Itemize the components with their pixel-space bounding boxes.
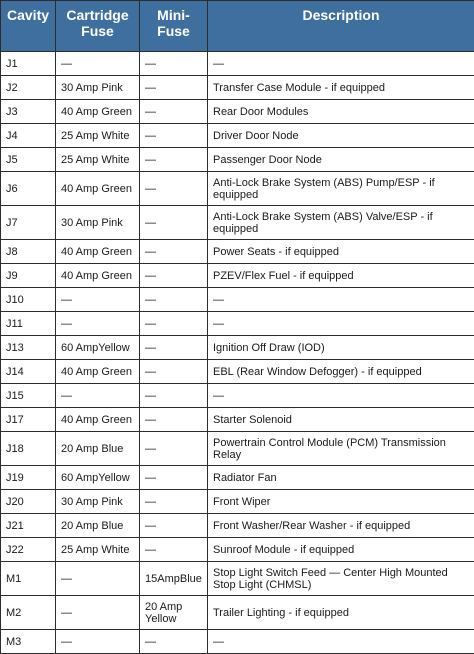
table-row — [1, 148, 474, 172]
cartridge-cell: 40 Amp Green — [56, 408, 140, 432]
cavity-cell: J2 — [1, 76, 56, 100]
cartridge-cell: 60 AmpYellow — [56, 466, 140, 490]
description-cell: Stop Light Switch Feed — Center High Mounted Stop Light (CHMSL) — [208, 562, 474, 596]
mini-fuse-cell: — — [140, 466, 208, 490]
table-row — [1, 466, 474, 490]
description-cell: Rear Door Modules — [208, 100, 474, 124]
header-description-label: Description — [302, 7, 379, 23]
header-mini-line1: Mini- — [144, 7, 203, 23]
cavity-cell: J20 — [1, 490, 56, 514]
mini-fuse-cell: — — [140, 630, 208, 654]
cartridge-cell: 40 Amp Green — [56, 240, 140, 264]
header-cartridge-line1: Cartridge — [60, 7, 135, 23]
header-description — [208, 1, 474, 52]
cavity-cell: J4 — [1, 124, 56, 148]
description-cell: — — [208, 288, 474, 312]
description-cell: Anti-Lock Brake System (ABS) Valve/ESP - if equipped — [208, 206, 474, 240]
description-cell: Ignition Off Draw (IOD) — [208, 336, 474, 360]
cavity-cell: J10 — [1, 288, 56, 312]
mini-fuse-cell: — — [140, 360, 208, 384]
table-row — [1, 538, 474, 562]
mini-fuse-cell: 15AmpBlue — [140, 562, 208, 596]
description-cell: EBL (Rear Window Defogger) - if equipped — [208, 360, 474, 384]
header-cartridge-line2: Fuse — [60, 23, 135, 39]
header-cavity — [1, 1, 56, 52]
description-cell: — — [208, 630, 474, 654]
mini-fuse-cell: — — [140, 76, 208, 100]
cavity-cell: J6 — [1, 172, 56, 206]
mini-fuse-cell: — — [140, 432, 208, 466]
mini-fuse-cell: — — [140, 288, 208, 312]
cavity-cell: J13 — [1, 336, 56, 360]
table-row — [1, 596, 474, 630]
mini-fuse-cell: — — [140, 336, 208, 360]
description-cell: PZEV/Flex Fuel - if equipped — [208, 264, 474, 288]
cavity-cell: J21 — [1, 514, 56, 538]
table-row — [1, 240, 474, 264]
cavity-cell: M1 — [1, 562, 56, 596]
description-cell: — — [208, 52, 474, 76]
cavity-cell: J18 — [1, 432, 56, 466]
mini-fuse-cell: — — [140, 52, 208, 76]
table-row — [1, 408, 474, 432]
table-row — [1, 514, 474, 538]
mini-fuse-cell: 20 Amp Yellow — [140, 596, 208, 630]
cavity-cell: J22 — [1, 538, 56, 562]
table-row — [1, 264, 474, 288]
mini-fuse-cell: — — [140, 312, 208, 336]
cartridge-cell: — — [56, 630, 140, 654]
description-cell: Starter Solenoid — [208, 408, 474, 432]
cavity-cell: J7 — [1, 206, 56, 240]
description-cell: Transfer Case Module - if equipped — [208, 76, 474, 100]
table-row — [1, 360, 474, 384]
table-row — [1, 336, 474, 360]
mini-fuse-cell: — — [140, 124, 208, 148]
table-row — [1, 100, 474, 124]
table-row — [1, 52, 474, 76]
cavity-cell: J8 — [1, 240, 56, 264]
description-cell: Driver Door Node — [208, 124, 474, 148]
cartridge-cell: 25 Amp White — [56, 124, 140, 148]
description-cell: Anti-Lock Brake System (ABS) Pump/ESP - if equipped — [208, 172, 474, 206]
cavity-cell: J11 — [1, 312, 56, 336]
cavity-cell: M2 — [1, 596, 56, 630]
mini-fuse-cell: — — [140, 148, 208, 172]
header-cartridge-fuse — [56, 1, 140, 52]
description-cell: Power Seats - if equipped — [208, 240, 474, 264]
table-row — [1, 206, 474, 240]
cavity-cell: J17 — [1, 408, 56, 432]
description-cell: Passenger Door Node — [208, 148, 474, 172]
mini-fuse-cell: — — [140, 408, 208, 432]
table-row — [1, 76, 474, 100]
cartridge-cell: — — [56, 384, 140, 408]
table-row — [1, 124, 474, 148]
cavity-cell: M3 — [1, 630, 56, 654]
cartridge-cell: 30 Amp Pink — [56, 206, 140, 240]
cavity-cell: J5 — [1, 148, 56, 172]
table-row — [1, 312, 474, 336]
table-row — [1, 172, 474, 206]
cartridge-cell: 40 Amp Green — [56, 100, 140, 124]
mini-fuse-cell: — — [140, 172, 208, 206]
table-row — [1, 288, 474, 312]
table-row — [1, 384, 474, 408]
cartridge-cell: — — [56, 52, 140, 76]
description-cell: Sunroof Module - if equipped — [208, 538, 474, 562]
cartridge-cell: 40 Amp Green — [56, 172, 140, 206]
mini-fuse-cell: — — [140, 538, 208, 562]
header-cavity-label: Cavity — [7, 7, 49, 23]
table-row — [1, 432, 474, 466]
description-cell: — — [208, 384, 474, 408]
cartridge-cell: 25 Amp White — [56, 148, 140, 172]
description-cell: — — [208, 312, 474, 336]
cartridge-cell: — — [56, 312, 140, 336]
cavity-cell: J14 — [1, 360, 56, 384]
table-row — [1, 490, 474, 514]
cartridge-cell: — — [56, 288, 140, 312]
header-mini-fuse — [140, 1, 208, 52]
description-cell: Powertrain Control Module (PCM) Transmission Relay — [208, 432, 474, 466]
cartridge-cell: — — [56, 562, 140, 596]
mini-fuse-cell: — — [140, 240, 208, 264]
cavity-cell: J1 — [1, 52, 56, 76]
cavity-cell: J19 — [1, 466, 56, 490]
mini-fuse-cell: — — [140, 100, 208, 124]
description-cell: Trailer Lighting - if equipped — [208, 596, 474, 630]
cavity-cell: J3 — [1, 100, 56, 124]
cartridge-cell: — — [56, 596, 140, 630]
description-cell: Front Washer/Rear Washer - if equipped — [208, 514, 474, 538]
cartridge-cell: 30 Amp Pink — [56, 490, 140, 514]
table-header-row — [1, 1, 474, 52]
cavity-cell: J9 — [1, 264, 56, 288]
cartridge-cell: 20 Amp Blue — [56, 432, 140, 466]
description-cell: Radiator Fan — [208, 466, 474, 490]
header-mini-line2: Fuse — [144, 23, 203, 39]
cavity-cell: J15 — [1, 384, 56, 408]
cartridge-cell: 30 Amp Pink — [56, 76, 140, 100]
cartridge-cell: 25 Amp White — [56, 538, 140, 562]
cartridge-cell: 40 Amp Green — [56, 360, 140, 384]
table-row — [1, 562, 474, 596]
description-cell: Front Wiper — [208, 490, 474, 514]
mini-fuse-cell: — — [140, 514, 208, 538]
mini-fuse-cell: — — [140, 264, 208, 288]
cartridge-cell: 40 Amp Green — [56, 264, 140, 288]
cartridge-cell: 20 Amp Blue — [56, 514, 140, 538]
mini-fuse-cell: — — [140, 490, 208, 514]
cartridge-cell: 60 AmpYellow — [56, 336, 140, 360]
mini-fuse-cell: — — [140, 206, 208, 240]
mini-fuse-cell: — — [140, 384, 208, 408]
